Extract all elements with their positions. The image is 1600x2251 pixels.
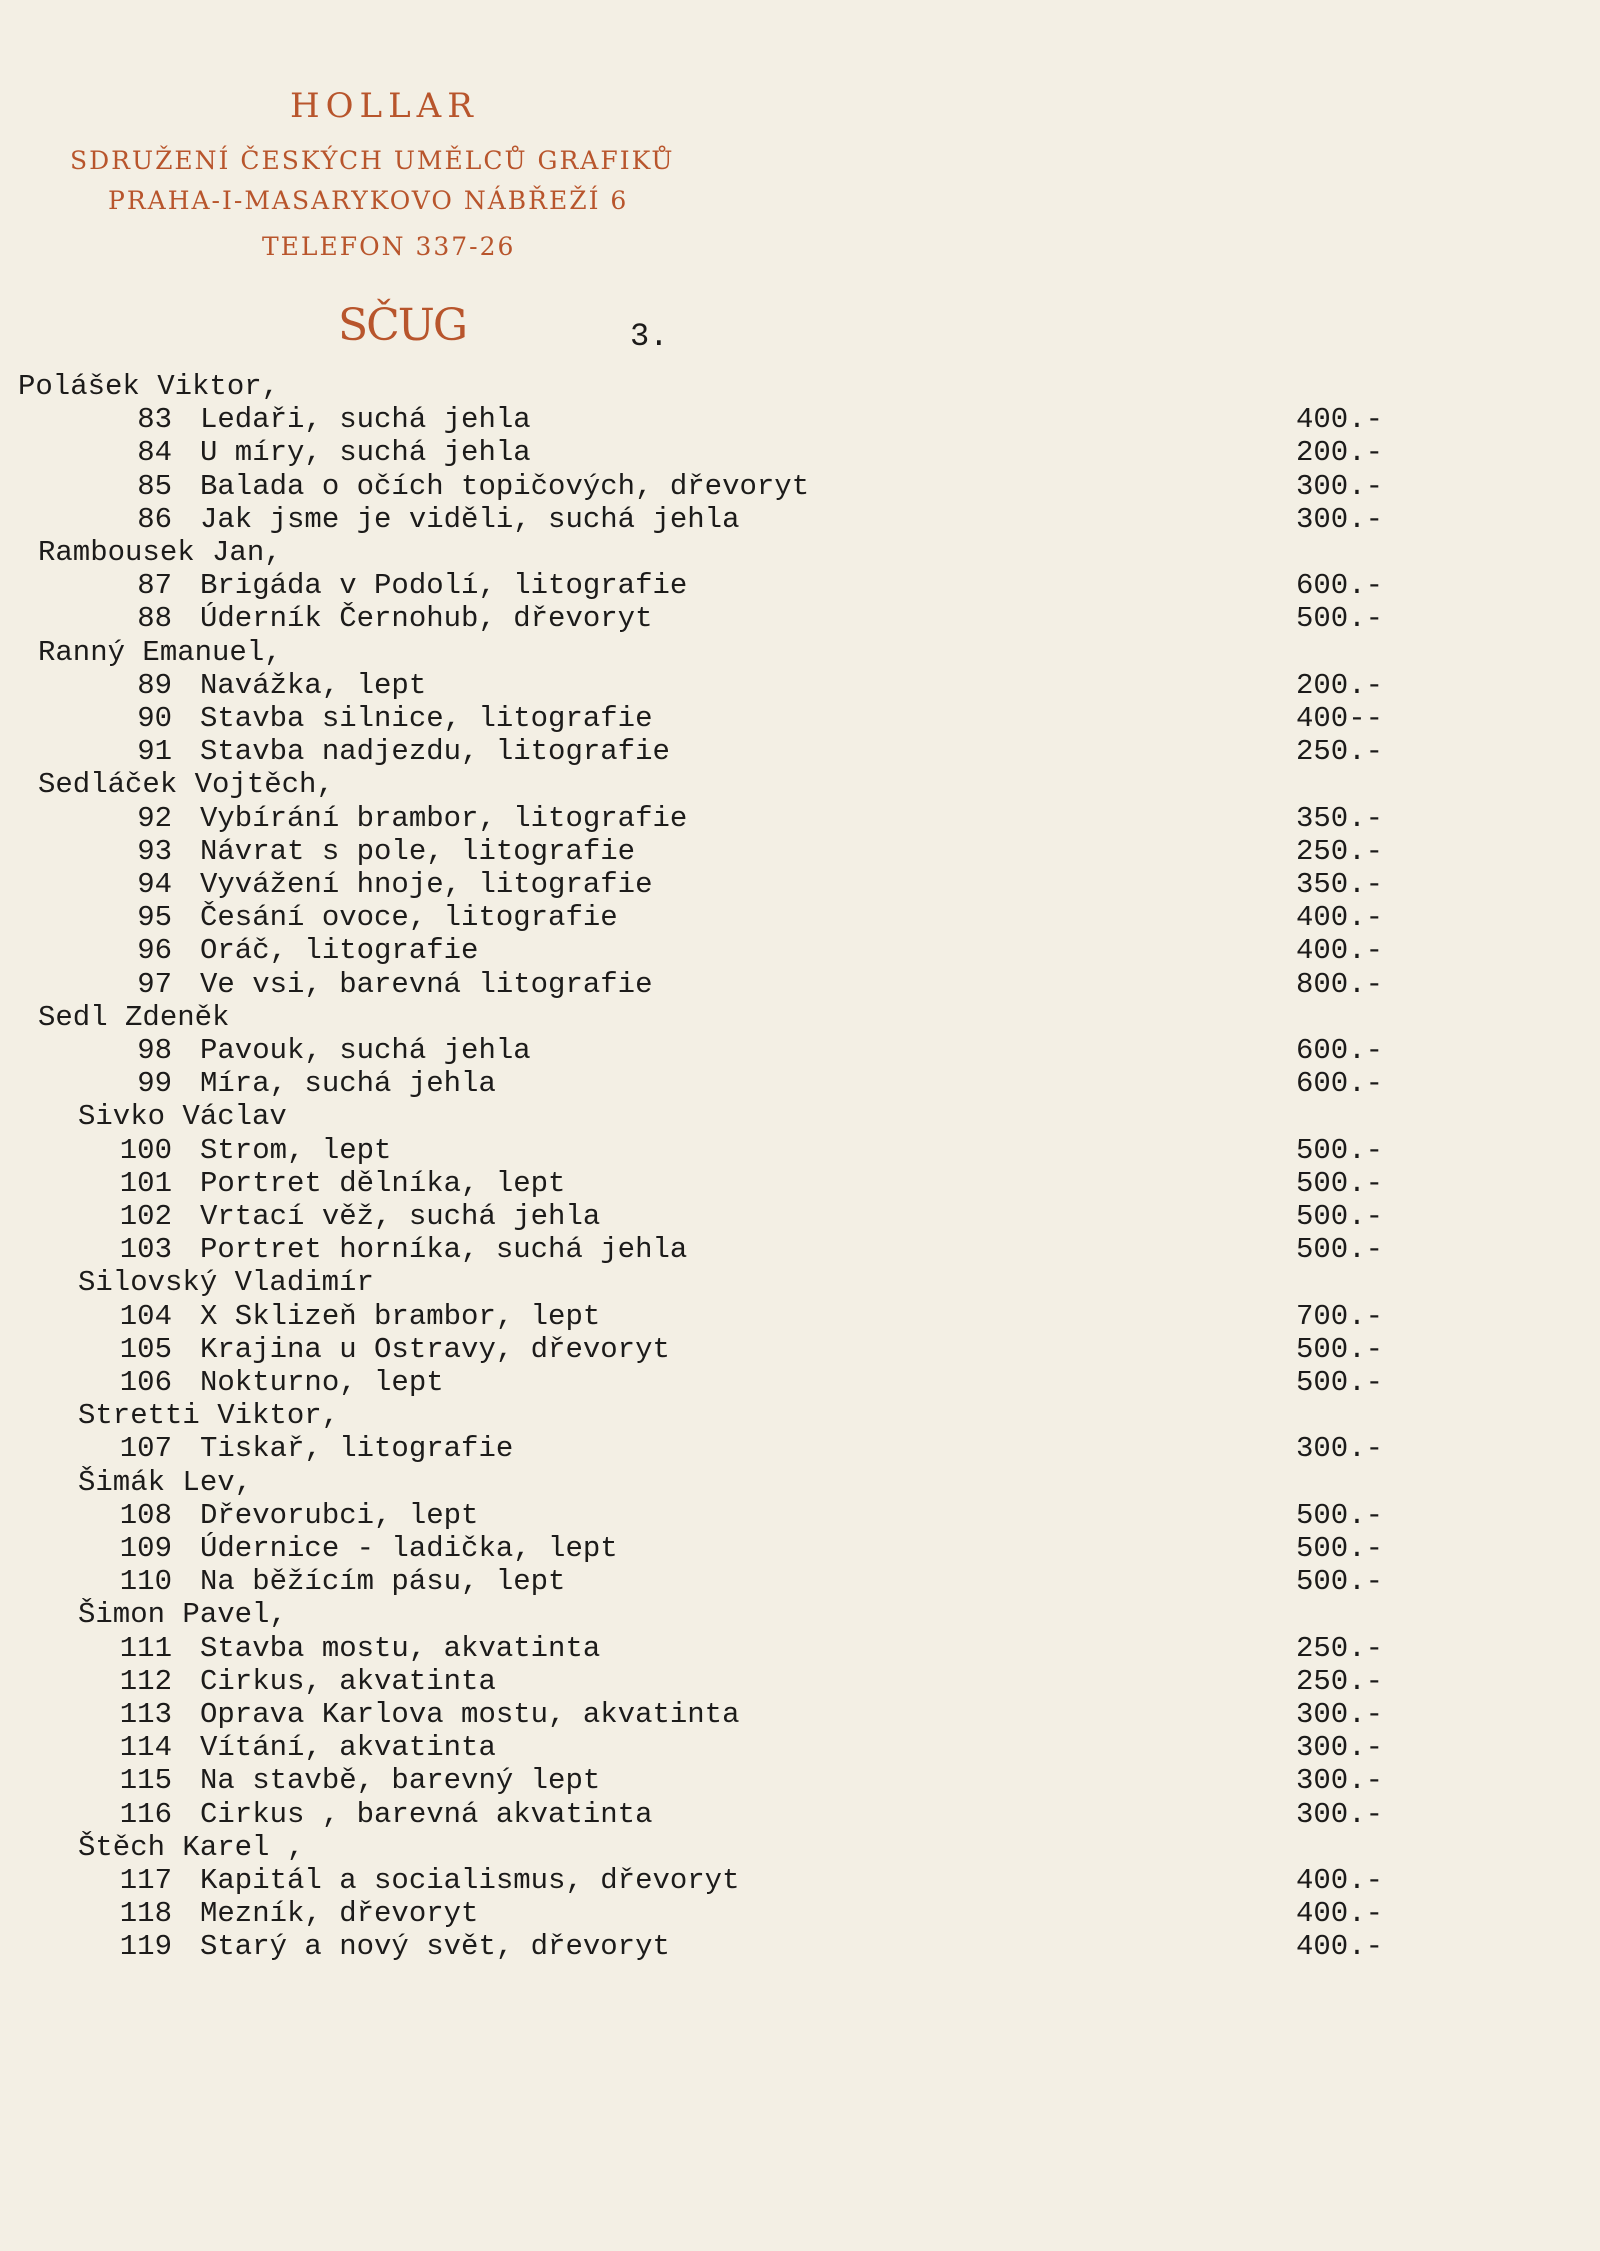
- artwork-price: 250.-: [1296, 735, 1384, 769]
- catalog-number: 94: [137, 868, 172, 901]
- letterhead-phone: TELEFON 337-26: [262, 232, 516, 261]
- artwork-entry: [0, 1300, 1600, 1332]
- artwork-title: Jak jsme je viděli, suchá jehla: [200, 502, 740, 536]
- artwork-price: 400.-: [1296, 934, 1384, 968]
- artwork-entry: [0, 569, 1600, 601]
- catalog-number: 117: [119, 1864, 172, 1897]
- artwork-price: 500.-: [1296, 1133, 1384, 1167]
- artwork-title: Na běžícím pásu, lept: [200, 1565, 566, 1599]
- artwork-title: Strom, lept: [200, 1133, 392, 1167]
- artwork-price: 500.-: [1296, 602, 1384, 636]
- artwork-price: 200.-: [1296, 668, 1384, 702]
- artwork-entry: [0, 503, 1600, 535]
- artwork-entry: [0, 835, 1600, 867]
- page-number: 3.: [630, 318, 669, 355]
- catalog-number: 104: [119, 1299, 172, 1333]
- artwork-price: 300.-: [1296, 1432, 1384, 1466]
- artwork-entry: [0, 702, 1600, 734]
- catalog-number: 108: [119, 1498, 172, 1532]
- artwork-entry: [0, 1764, 1600, 1796]
- catalog-number: 91: [137, 735, 172, 769]
- artwork-entry: [0, 1034, 1600, 1066]
- catalog-number: 98: [137, 1034, 172, 1067]
- artwork-entry: [0, 1532, 1600, 1564]
- artwork-title: Vybírání brambor, litografie: [200, 801, 688, 835]
- artwork-price: 250.-: [1296, 834, 1384, 868]
- artwork-title: Portret horníka, suchá jehla: [200, 1233, 688, 1267]
- artwork-title: X Sklizeň brambor, lept: [200, 1299, 601, 1333]
- letterhead-association: SDRUŽENÍ ČESKÝCH UMĚLCŮ GRAFIKŮ: [70, 146, 675, 175]
- artwork-entry: [0, 470, 1600, 502]
- artwork-entry: [0, 1897, 1600, 1929]
- catalog-number: 95: [137, 901, 172, 935]
- artwork-title: Cirkus, akvatinta: [200, 1664, 496, 1698]
- catalog-number: 119: [119, 1930, 172, 1964]
- artwork-entry: [0, 1366, 1600, 1398]
- artwork-entry: [0, 1798, 1600, 1830]
- catalog-number: 113: [119, 1698, 172, 1731]
- artwork-title: Vyvážení hnoje, litografie: [200, 868, 653, 901]
- artist-name: Rambousek Jan,: [38, 536, 282, 569]
- artwork-title: Dřevorubci, lept: [200, 1498, 479, 1532]
- artwork-price: 500.-: [1296, 1200, 1384, 1233]
- artwork-title: Krajina u Ostravy, dřevoryt: [200, 1332, 670, 1366]
- artwork-title: Stavba mostu, akvatinta: [200, 1631, 601, 1665]
- artist-name: Ranný Emanuel,: [38, 635, 282, 669]
- artwork-entry: [0, 1731, 1600, 1763]
- artwork-entry: [0, 403, 1600, 435]
- artwork-title: Starý a nový svět, dřevoryt: [200, 1930, 670, 1964]
- artist-name: Štěch Karel ,: [78, 1830, 305, 1864]
- artwork-title: Kapitál a socialismus, dřevoryt: [200, 1864, 740, 1897]
- artwork-entry: [0, 1134, 1600, 1166]
- artist-name: Sedláček Vojtěch,: [38, 768, 334, 802]
- catalog-number: 84: [137, 436, 172, 470]
- catalog-number: 106: [119, 1366, 172, 1399]
- artwork-title: Balada o očích topičových, dřevoryt: [200, 469, 810, 503]
- catalog-number: 101: [119, 1166, 172, 1200]
- artwork-title: Vrtací věž, suchá jehla: [200, 1200, 601, 1233]
- artist-name: Polášek Viktor,: [18, 370, 280, 403]
- catalog-number: 89: [137, 668, 172, 702]
- artwork-price: 500.-: [1296, 1332, 1384, 1366]
- artwork-entry: [0, 1167, 1600, 1199]
- artwork-entry: [0, 669, 1600, 701]
- artwork-entry: [0, 1233, 1600, 1265]
- catalog-number: 115: [119, 1764, 172, 1798]
- artwork-price: 600.-: [1296, 569, 1384, 603]
- catalog-number: 93: [137, 834, 172, 868]
- artwork-title: Ledaři, suchá jehla: [200, 403, 531, 437]
- catalog-number: 96: [137, 934, 172, 968]
- catalog-number: 109: [119, 1532, 172, 1565]
- catalog-number: 116: [119, 1797, 172, 1831]
- artwork-title: Portret dělníka, lept: [200, 1166, 566, 1200]
- artwork-title: Vítání, akvatinta: [200, 1731, 496, 1765]
- artwork-title: Návrat s pole, litografie: [200, 834, 636, 868]
- artwork-title: Mezník, dřevoryt: [200, 1897, 479, 1931]
- artwork-price: 300.-: [1296, 1797, 1384, 1831]
- artwork-entry: [0, 1930, 1600, 1962]
- artwork-price: 500.-: [1296, 1233, 1384, 1267]
- artwork-price: 600.-: [1296, 1067, 1384, 1101]
- catalog-number: 114: [119, 1731, 172, 1765]
- artwork-price: 500.-: [1296, 1498, 1384, 1532]
- artwork-price: 250.-: [1296, 1664, 1384, 1698]
- artwork-title: Na stavbě, barevný lept: [200, 1764, 601, 1798]
- artwork-title: Pavouk, suchá jehla: [200, 1034, 531, 1067]
- catalog-number: 85: [137, 469, 172, 503]
- catalog-number: 102: [119, 1200, 172, 1233]
- artwork-price: 400--: [1296, 702, 1384, 735]
- artwork-entry: [0, 934, 1600, 966]
- artist-name: Šimon Pavel,: [78, 1598, 287, 1632]
- artwork-price: 250.-: [1296, 1631, 1384, 1665]
- catalog-number: 118: [119, 1897, 172, 1931]
- catalog-number: 103: [119, 1233, 172, 1267]
- artwork-price: 500.-: [1296, 1532, 1384, 1565]
- artwork-entry: [0, 735, 1600, 767]
- artwork-title: Stavba silnice, litografie: [200, 702, 653, 735]
- artwork-price: 400.-: [1296, 901, 1384, 935]
- artwork-title: Stavba nadjezdu, litografie: [200, 735, 670, 769]
- artwork-price: 700.-: [1296, 1299, 1384, 1333]
- catalog-number: 88: [137, 602, 172, 636]
- artwork-entry: [0, 1200, 1600, 1232]
- artist-name: Stretti Viktor,: [78, 1399, 340, 1433]
- catalog-number: 83: [137, 403, 172, 437]
- artist-name: Sedl Zdeněk: [38, 1000, 230, 1034]
- artwork-title: Míra, suchá jehla: [200, 1067, 496, 1101]
- catalog-number: 87: [137, 569, 172, 603]
- catalog-number: 97: [137, 967, 172, 1001]
- artwork-title: Ve vsi, barevná litografie: [200, 967, 653, 1001]
- catalog-number: 90: [137, 702, 172, 735]
- artwork-entry: [0, 1698, 1600, 1730]
- catalog-number: 107: [119, 1432, 172, 1466]
- artwork-entry: [0, 1565, 1600, 1597]
- catalog-number: 86: [137, 502, 172, 536]
- artwork-entry: [0, 901, 1600, 933]
- catalog-number: 99: [137, 1067, 172, 1101]
- artwork-title: Česání ovoce, litografie: [200, 901, 618, 935]
- artwork-price: 300.-: [1296, 469, 1384, 503]
- artwork-entry: [0, 602, 1600, 634]
- artwork-title: Brigáda v Podolí, litografie: [200, 569, 688, 603]
- artwork-title: Tiskař, litografie: [200, 1432, 514, 1466]
- artwork-title: Nokturno, lept: [200, 1366, 444, 1399]
- artwork-price: 400.-: [1296, 1897, 1384, 1931]
- catalog-number: 92: [137, 801, 172, 835]
- artwork-price: 500.-: [1296, 1366, 1384, 1399]
- artwork-price: 400.-: [1296, 1930, 1384, 1964]
- artwork-price: 800.-: [1296, 967, 1384, 1001]
- artwork-entry: [0, 1665, 1600, 1697]
- catalog-number: 111: [119, 1631, 172, 1665]
- artwork-entry: [0, 1499, 1600, 1531]
- catalog-number: 110: [119, 1565, 172, 1599]
- artwork-entry: [0, 1067, 1600, 1099]
- artwork-price: 350.-: [1296, 868, 1384, 901]
- artwork-title: Navážka, lept: [200, 668, 427, 702]
- artist-name: Sivko Václav: [78, 1100, 287, 1134]
- artwork-title: Oráč, litografie: [200, 934, 479, 968]
- artwork-entry: [0, 802, 1600, 834]
- artwork-price: 350.-: [1296, 801, 1384, 835]
- catalog-number: 112: [119, 1664, 172, 1698]
- artwork-price: 300.-: [1296, 1764, 1384, 1798]
- artwork-entry: [0, 1432, 1600, 1464]
- artwork-entry: [0, 1333, 1600, 1365]
- artist-name: Šimák Lev,: [78, 1465, 253, 1499]
- artwork-price: 300.-: [1296, 1731, 1384, 1765]
- artwork-title: U míry, suchá jehla: [200, 436, 531, 470]
- artwork-entry: [0, 968, 1600, 1000]
- artwork-entry: [0, 436, 1600, 468]
- artwork-price: 500.-: [1296, 1166, 1384, 1200]
- catalog-number: 100: [119, 1133, 172, 1167]
- artwork-entry: [0, 868, 1600, 900]
- artist-name: Silovský Vladimír: [78, 1266, 374, 1300]
- artwork-price: 400.-: [1296, 403, 1384, 437]
- artwork-entry: [0, 1632, 1600, 1664]
- artwork-title: Cirkus , barevná akvatinta: [200, 1797, 653, 1831]
- artwork-price: 200.-: [1296, 436, 1384, 470]
- artwork-price: 300.-: [1296, 502, 1384, 536]
- letterhead-name: HOLLAR: [290, 86, 479, 126]
- artwork-price: 600.-: [1296, 1034, 1384, 1067]
- artwork-price: 500.-: [1296, 1565, 1384, 1599]
- catalog-number: 105: [119, 1332, 172, 1366]
- sčug-monogram-logo: SČUG: [338, 300, 467, 351]
- artwork-title: Údernice - ladička, lept: [200, 1532, 618, 1565]
- artwork-title: Úderník Černohub, dřevoryt: [200, 602, 653, 636]
- artwork-price: 300.-: [1296, 1698, 1384, 1731]
- artwork-title: Oprava Karlova mostu, akvatinta: [200, 1698, 740, 1731]
- letterhead-address: PRAHA-I-MASARYKOVO NÁBŘEŽÍ 6: [108, 186, 629, 215]
- artwork-price: 400.-: [1296, 1864, 1384, 1897]
- artwork-entry: [0, 1864, 1600, 1896]
